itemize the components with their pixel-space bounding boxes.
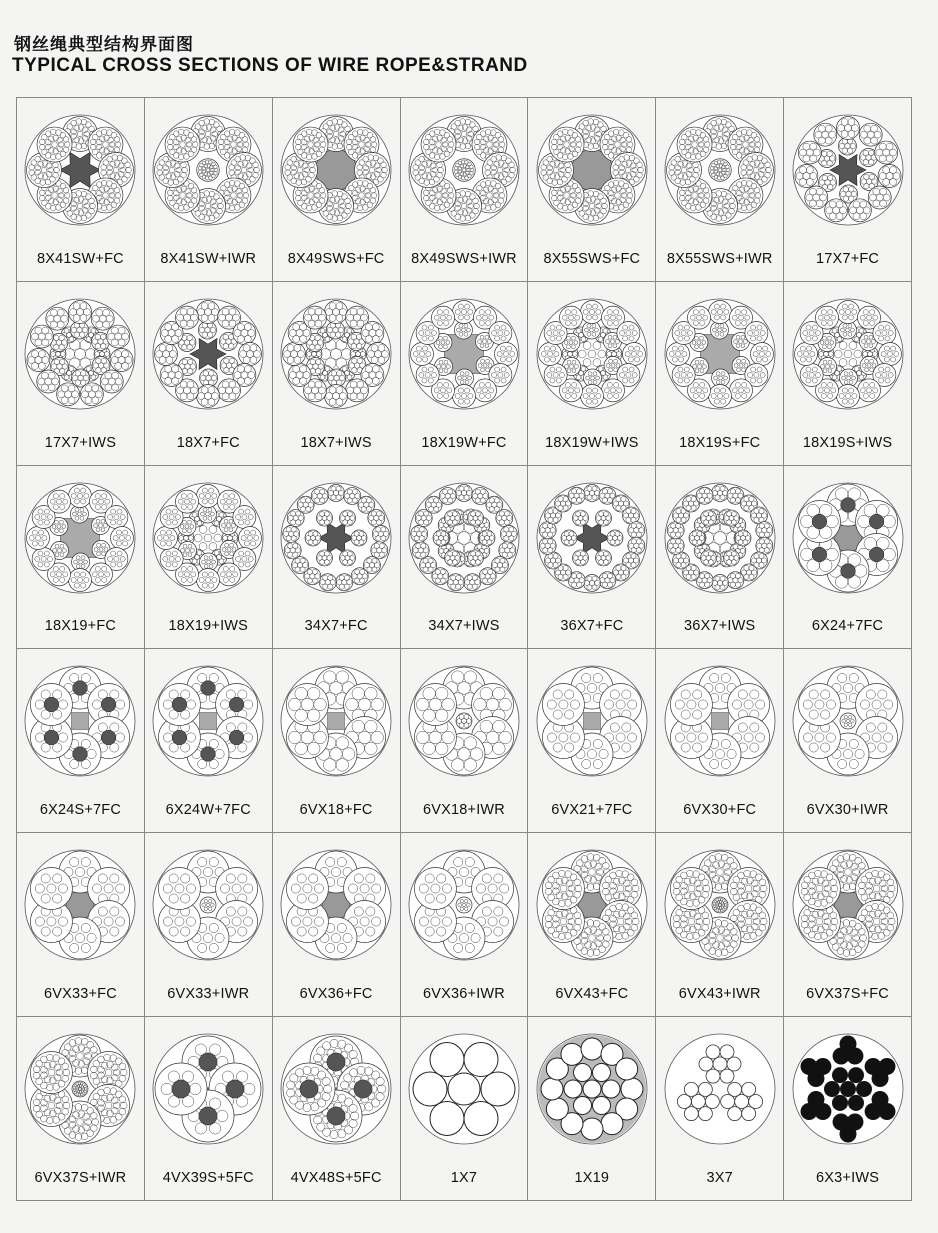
rope-label: 6VX33+IWR: [167, 986, 250, 1003]
rope-label: 4VX39S+5FC: [162, 1169, 254, 1186]
cross-section-grid: [16, 97, 912, 1201]
rope-cross-section-drawing: [662, 1031, 778, 1147]
rope-label: 8X55SWS+IWR: [666, 250, 773, 267]
rope-label: 8X41SW+IWR: [160, 250, 257, 267]
rope-label: 36X7+IWS: [684, 618, 756, 635]
rope-cell: [784, 466, 912, 650]
page-title-english: TYPICAL CROSS SECTIONS OF WIRE ROPE&STRAND: [12, 55, 528, 76]
rope-cell: [784, 1017, 912, 1201]
rope-label: 18X19S+FC: [679, 434, 761, 451]
rope-cross-section-drawing: [150, 663, 266, 779]
rope-label: 34X7+IWS: [428, 618, 500, 635]
rope-cell: [145, 98, 273, 282]
rope-cell: [528, 98, 656, 282]
rope-label: 6VX36+IWR: [422, 986, 505, 1003]
rope-cross-section-drawing: [406, 296, 522, 412]
rope-cross-section-drawing: [662, 112, 778, 228]
rope-cross-section-drawing: [278, 1031, 394, 1147]
rope-label: 6X24W+7FC: [165, 802, 251, 819]
rope-cross-section-drawing: [534, 1031, 650, 1147]
rope-cell: [145, 466, 273, 650]
rope-cross-section-drawing: [662, 663, 778, 779]
rope-cross-section-drawing: [790, 663, 906, 779]
rope-label: 8X49SWS+FC: [287, 250, 385, 267]
rope-label: 6VX43+FC: [555, 986, 629, 1003]
rope-label: 18X19S+IWS: [802, 434, 893, 451]
rope-label: 4VX48S+5FC: [290, 1169, 382, 1186]
rope-label: 6VX18+FC: [299, 802, 373, 819]
rope-cross-section-drawing: [790, 480, 906, 596]
rope-cross-section-drawing: [22, 847, 138, 963]
rope-cell: [273, 1017, 401, 1201]
rope-cross-section-drawing: [534, 296, 650, 412]
rope-cross-section-drawing: [662, 847, 778, 963]
rope-cell: [784, 282, 912, 466]
rope-cross-section-drawing: [662, 480, 778, 596]
rope-cross-section-drawing: [278, 112, 394, 228]
rope-cross-section-drawing: [534, 112, 650, 228]
rope-label: 3X7: [706, 1169, 733, 1186]
rope-cell: [273, 466, 401, 650]
rope-cell: [401, 649, 529, 833]
rope-label: 6VX36+FC: [299, 986, 373, 1003]
rope-cross-section-drawing: [534, 847, 650, 963]
rope-cell: [17, 833, 145, 1017]
rope-cross-section-drawing: [790, 847, 906, 963]
rope-cross-section-drawing: [790, 112, 906, 228]
rope-cell: [145, 833, 273, 1017]
rope-label: 6VX30+FC: [683, 802, 757, 819]
rope-cell: [145, 1017, 273, 1201]
rope-cross-section-drawing: [22, 663, 138, 779]
rope-cell: [401, 833, 529, 1017]
rope-cross-section-drawing: [150, 296, 266, 412]
rope-label: 18X19+IWS: [168, 618, 249, 635]
rope-label: 18X7+IWS: [300, 434, 372, 451]
rope-cell: [401, 1017, 529, 1201]
rope-label: 6VX21+7FC: [551, 802, 633, 819]
rope-label: 8X41SW+FC: [37, 250, 124, 267]
rope-label: 6VX33+FC: [43, 986, 117, 1003]
rope-cross-section-drawing: [278, 296, 394, 412]
rope-cross-section-drawing: [406, 847, 522, 963]
rope-label: 6VX18+IWR: [422, 802, 505, 819]
rope-cross-section-drawing: [150, 1031, 266, 1147]
rope-label: 8X55SWS+FC: [543, 250, 641, 267]
rope-cell: [401, 282, 529, 466]
rope-cell: [528, 833, 656, 1017]
rope-cross-section-drawing: [22, 112, 138, 228]
rope-cross-section-drawing: [278, 663, 394, 779]
rope-label: 36X7+FC: [560, 618, 624, 635]
page-title-chinese: 钢丝绳典型结构界面图: [14, 35, 194, 55]
rope-cell: [17, 649, 145, 833]
rope-label: 1X19: [574, 1169, 610, 1186]
rope-label: 6VX43+IWR: [678, 986, 761, 1003]
rope-cross-section-drawing: [22, 296, 138, 412]
rope-label: 17X7+FC: [816, 250, 880, 267]
rope-label: 6VX37S+FC: [806, 986, 889, 1003]
rope-cell: [17, 1017, 145, 1201]
rope-cross-section-drawing: [278, 480, 394, 596]
rope-label: 18X7+FC: [176, 434, 240, 451]
rope-cell: [528, 466, 656, 650]
rope-label: 8X49SWS+IWR: [411, 250, 517, 267]
rope-cross-section-drawing: [150, 847, 266, 963]
rope-cell: [656, 649, 784, 833]
rope-cross-section-drawing: [662, 296, 778, 412]
rope-cell: [273, 649, 401, 833]
rope-cell: [401, 466, 529, 650]
rope-label: 6X24+7FC: [811, 618, 884, 635]
rope-cell: [528, 649, 656, 833]
rope-cell: [656, 1017, 784, 1201]
rope-cell: [784, 649, 912, 833]
rope-cell: [17, 282, 145, 466]
rope-cell: [656, 833, 784, 1017]
rope-cell: [401, 98, 529, 282]
rope-cell: [273, 833, 401, 1017]
rope-cell: [784, 98, 912, 282]
rope-cross-section-drawing: [790, 296, 906, 412]
rope-cell: [273, 282, 401, 466]
rope-cross-section-drawing: [406, 480, 522, 596]
rope-cross-section-drawing: [406, 1031, 522, 1147]
rope-cross-section-drawing: [150, 480, 266, 596]
rope-cross-section-drawing: [406, 112, 522, 228]
rope-cell: [528, 1017, 656, 1201]
rope-label: 18X19+FC: [44, 618, 117, 635]
rope-label: 6X24S+7FC: [39, 802, 122, 819]
rope-cell: [528, 282, 656, 466]
rope-label: 18X19W+FC: [421, 434, 507, 451]
rope-cell: [784, 833, 912, 1017]
rope-cell: [145, 649, 273, 833]
rope-label: 1X7: [450, 1169, 478, 1186]
rope-label: 34X7+FC: [304, 618, 368, 635]
rope-cell: [17, 466, 145, 650]
rope-label: 18X19W+IWS: [545, 434, 639, 451]
rope-label: 6VX37S+IWR: [34, 1169, 127, 1186]
rope-cross-section-drawing: [534, 663, 650, 779]
rope-label: 6X3+IWS: [816, 1169, 880, 1186]
rope-cell: [145, 282, 273, 466]
rope-cell: [17, 98, 145, 282]
rope-cell: [656, 282, 784, 466]
rope-cross-section-drawing: [534, 480, 650, 596]
rope-label: 6VX30+IWR: [806, 802, 889, 819]
rope-cross-section-drawing: [22, 1031, 138, 1147]
rope-cross-section-drawing: [406, 663, 522, 779]
rope-label: 17X7+IWS: [44, 434, 117, 451]
rope-cross-section-drawing: [278, 847, 394, 963]
rope-cross-section-drawing: [790, 1031, 906, 1147]
rope-cross-section-drawing: [150, 112, 266, 228]
rope-cross-section-drawing: [22, 480, 138, 596]
rope-cell: [273, 98, 401, 282]
rope-cell: [656, 466, 784, 650]
rope-cell: [656, 98, 784, 282]
